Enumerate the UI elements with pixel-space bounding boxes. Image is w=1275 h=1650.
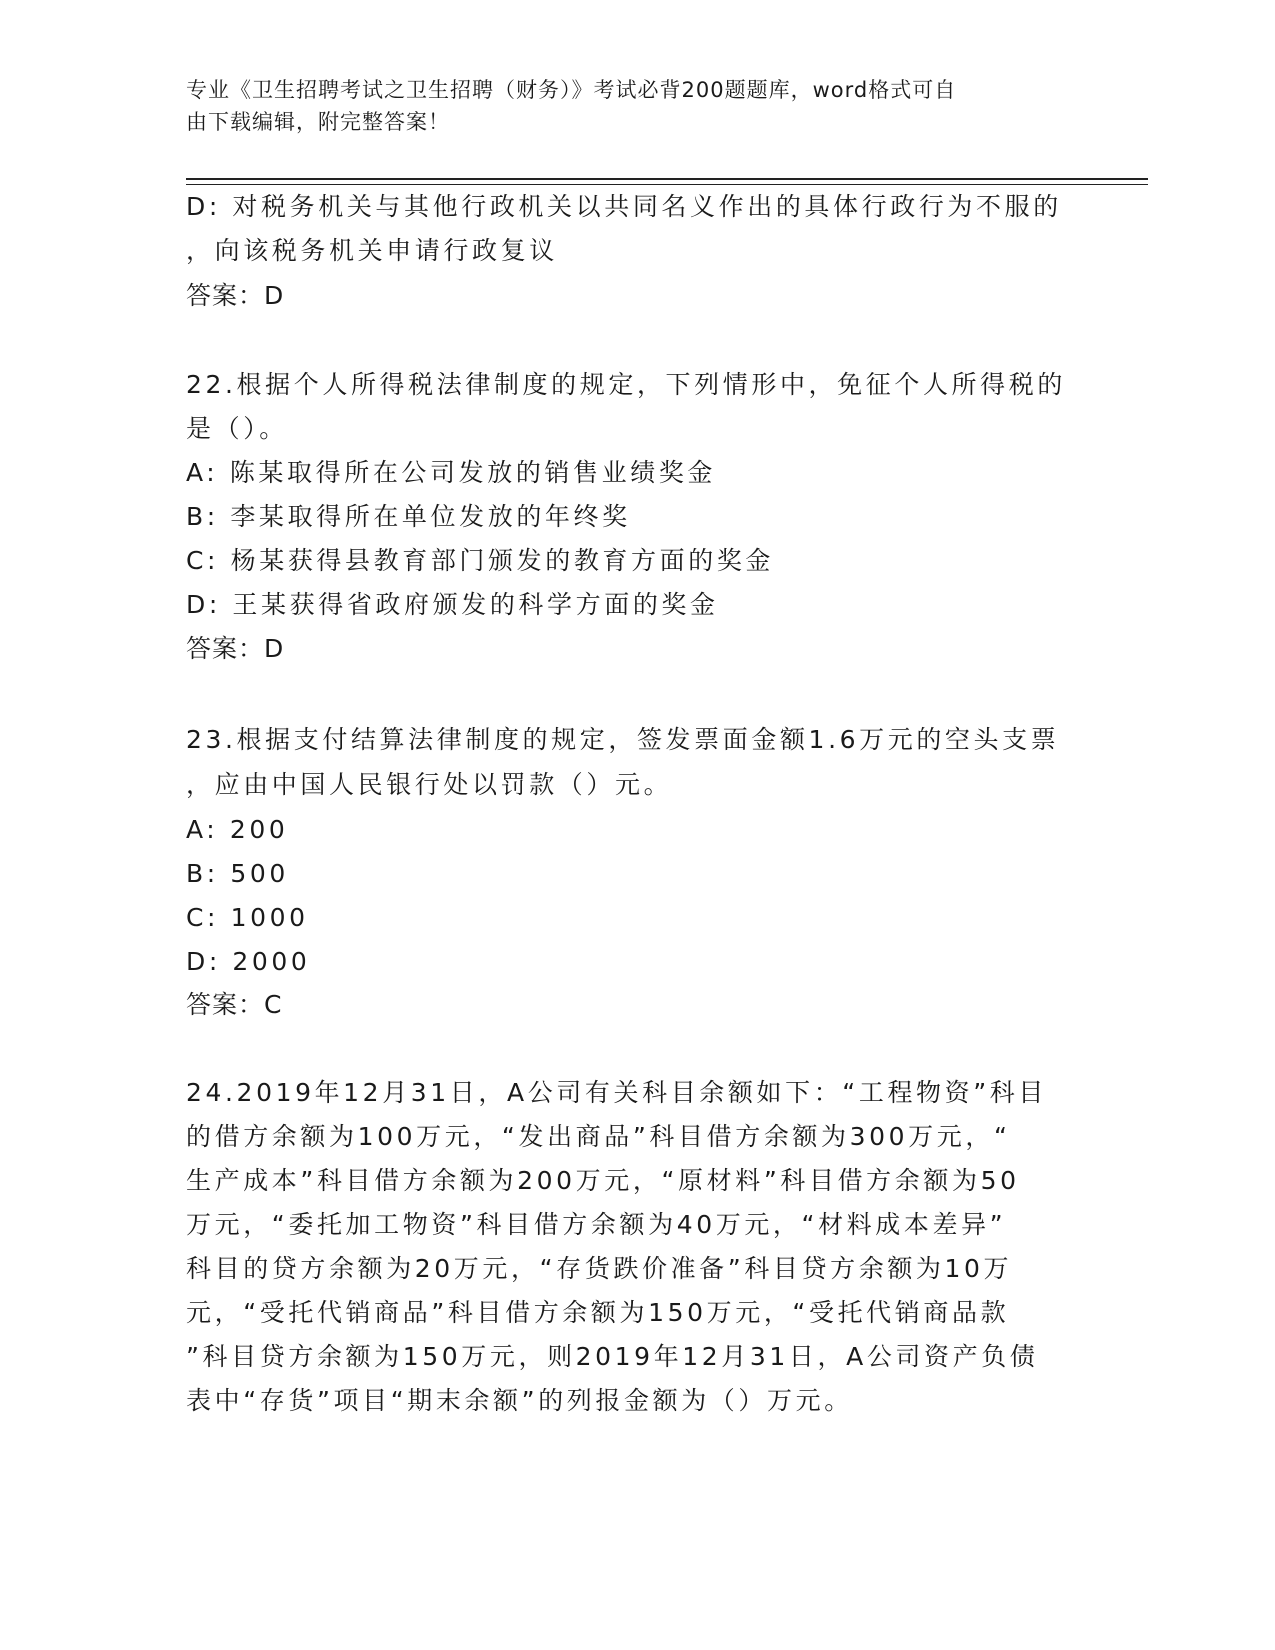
q23-option-d: D: 2000	[186, 947, 311, 976]
q24-stem-line: 24.2019年12月31日，A公司有关科目余额如下：“工程物资”科目	[186, 1078, 1048, 1107]
q22-option-b: B: 李某取得所在单位发放的年终奖	[186, 502, 631, 531]
header-line-2: 由下载编辑，附完整答案！	[186, 110, 450, 134]
q23-stem-line2: ，应由中国人民银行处以罚款（）元。	[186, 770, 673, 799]
q24-stem-line: 元，“受托代销商品”科目借方余额为150万元，“受托代销商品款	[186, 1298, 1010, 1327]
q24-stem-line: 的借方余额为100万元，“发出商品”科目借方余额为300万元，“	[186, 1122, 1011, 1151]
q23-stem-line1: 23.根据支付结算法律制度的规定，签发票面金额1.6万元的空头支票	[186, 725, 1060, 754]
q22-option-d: D: 王某获得省政府颁发的科学方面的奖金	[186, 590, 719, 619]
q24-stem-line: ”科目贷方余额为150万元，则2019年12月31日，A公司资产负债	[186, 1342, 1039, 1371]
q22-stem-line1: 22.根据个人所得税法律制度的规定，下列情形中，免征个人所得税的	[186, 370, 1066, 399]
q23-option-b: B: 500	[186, 859, 289, 888]
q23-option-a: A: 200	[186, 815, 289, 844]
header-rule-thick	[186, 178, 1148, 180]
q22-answer: 答案：D	[186, 634, 285, 663]
header-line-1: 专业《卫生招聘考试之卫生招聘（财务）》考试必背200题题库，word格式可自	[186, 78, 957, 102]
q22-option-a: A: 陈某取得所在公司发放的销售业绩奖金	[186, 458, 717, 487]
header-rule-thin	[186, 184, 1148, 185]
q21-option-d-line2: ，向该税务机关申请行政复议	[186, 236, 558, 265]
q22-option-c: C: 杨某获得县教育部门颁发的教育方面的奖金	[186, 546, 775, 575]
q24-stem-line: 表中“存货”项目“期末余额”的列报金额为（）万元。	[186, 1386, 853, 1415]
q23-option-c: C: 1000	[186, 903, 309, 932]
q24-stem-line: 生产成本”科目借方余额为200万元，“原材料”科目借方余额为50	[186, 1166, 1020, 1195]
q24-stem-line: 科目的贷方余额为20万元，“存货跌价准备”科目贷方余额为10万	[186, 1254, 1013, 1283]
q21-option-d-line1: D: 对税务机关与其他行政机关以共同名义作出的具体行政行为不服的	[186, 192, 1062, 221]
document-header	[186, 74, 1066, 138]
q23-answer: 答案：C	[186, 990, 283, 1019]
q21-answer: 答案：D	[186, 281, 285, 310]
q24-stem-line: 万元，“委托加工物资”科目借方余额为40万元，“材料成本差异”	[186, 1210, 1007, 1239]
q22-stem-line2: 是（）。	[186, 414, 288, 443]
